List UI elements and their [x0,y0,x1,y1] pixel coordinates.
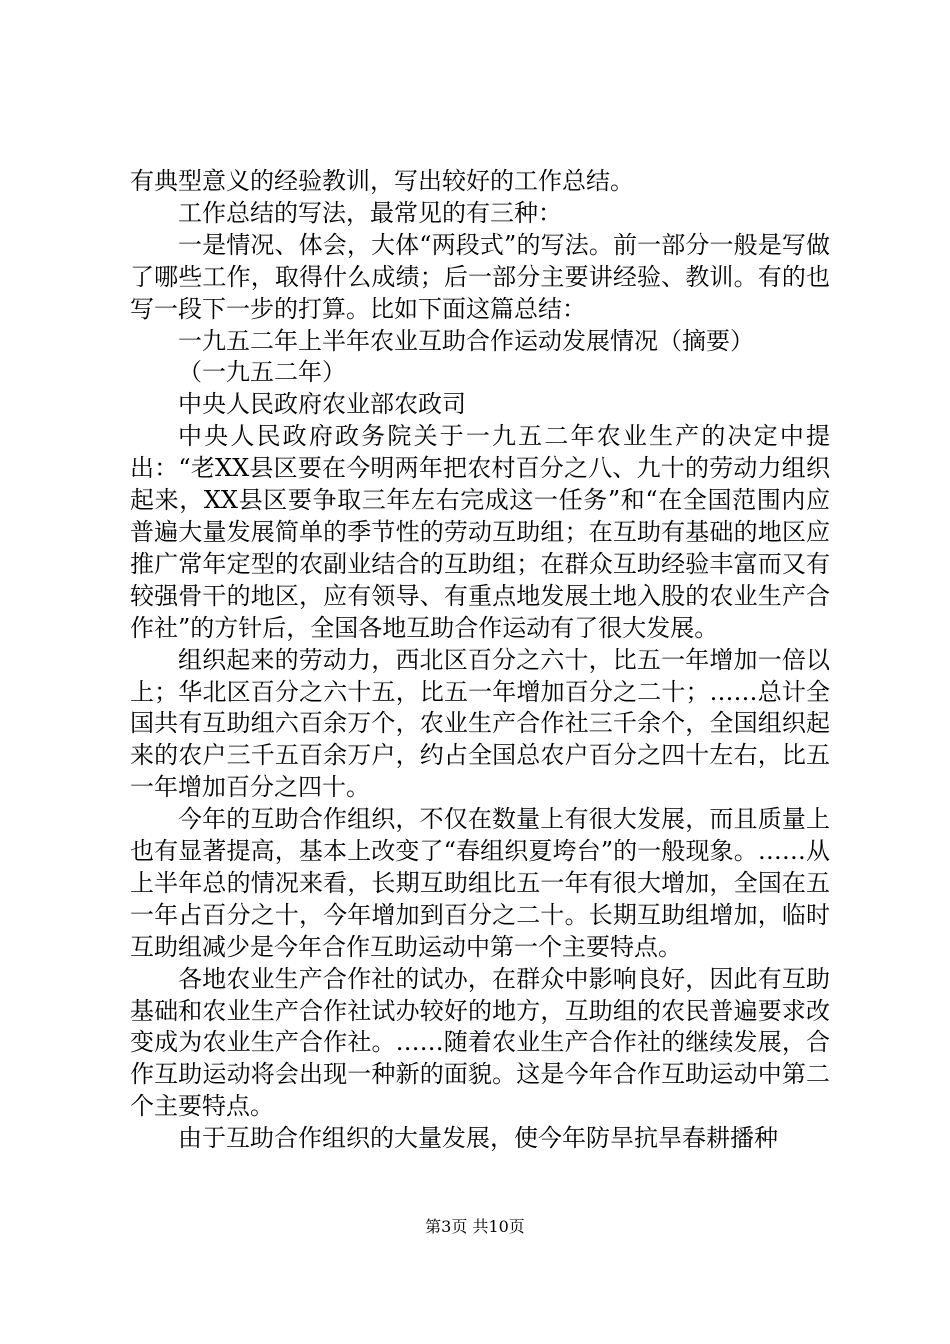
paragraph: 中央人民政府政务院关于一九五二年农业生产的决定中提出：“老XX县区要在今明两年把农村百分之八、九十的劳动力组织起来，XX县区要争取三年左右完成这一任务”和“在全国范围内应普遍大量发展简单的季节性的劳动互助组；在互助有基础的地区应推广常年定型的农副业结合的互助组；在群众互助经验丰富而又有较强骨干的地区，应有领导、有重点地发展土地入股的农业生产合作社”的方针后，全国各地互助合作运动有了很大发展。 [130,422,830,642]
paragraph: 由于互助合作组织的大量发展，使今年防旱抗旱春耕播种 [178,1124,778,1153]
paragraph: 中央人民政府农业部农政司 [178,390,466,419]
page-footer [0,1217,950,1237]
paragraph: 今年的互助合作组织，不仅在数量上有很大发展，而且质量上也有显著提高，基本上改变了“春组织夏垮台”的一般现象。……从上半年总的情况来看，长期互助组比五一年有很大增加，全国在五一年占百分之十，今年增加到百分之二十。长期互助组增加，临时互助组减少是今年合作互助运动中第一个主要特点。 [130,805,830,961]
paragraph: 有典型意义的经验教训，写出较好的工作总结。 [130,167,634,195]
document-body [130,166,830,1155]
paragraph: 各地农业生产合作社的试办，在群众中影响良好，因此有互助基础和农业生产合作社试办较好的地方，互助组的农民普遍要求改变成为农业生产合作社。……随着农业生产合作社的继续发展，合作互助运动将会出现一种新的面貌。这是今年合作互助运动中第二个主要特点。 [130,964,830,1121]
paragraph: 组织起来的劳动力，西北区百分之六十，比五一年增加一倍以上；华北区百分之六十五，比五一年增加百分之二十；……总计全国共有互助组六百余万个，农业生产合作社三千余个，全国组织起来的农户三千五百余万户，约占全国总农户百分之四十左右，比五一年增加百分之四十。 [130,645,830,802]
paragraph: 工作总结的写法，最常见的有三种： [178,198,562,227]
page-number-label: 第3页 共10页 [425,1217,525,1236]
paragraph: 一是情况、体会，大体“两段式”的写法。前一部分一般是写做了哪些工作，取得什么成绩；后一部分主要讲经验、教训。有的也写一段下一步的打算。比如下面这篇总结： [130,230,830,323]
paragraph: （一九五二年） [178,358,346,387]
paragraph: 一九五二年上半年农业互助合作运动发展情况（摘要） [178,326,754,355]
